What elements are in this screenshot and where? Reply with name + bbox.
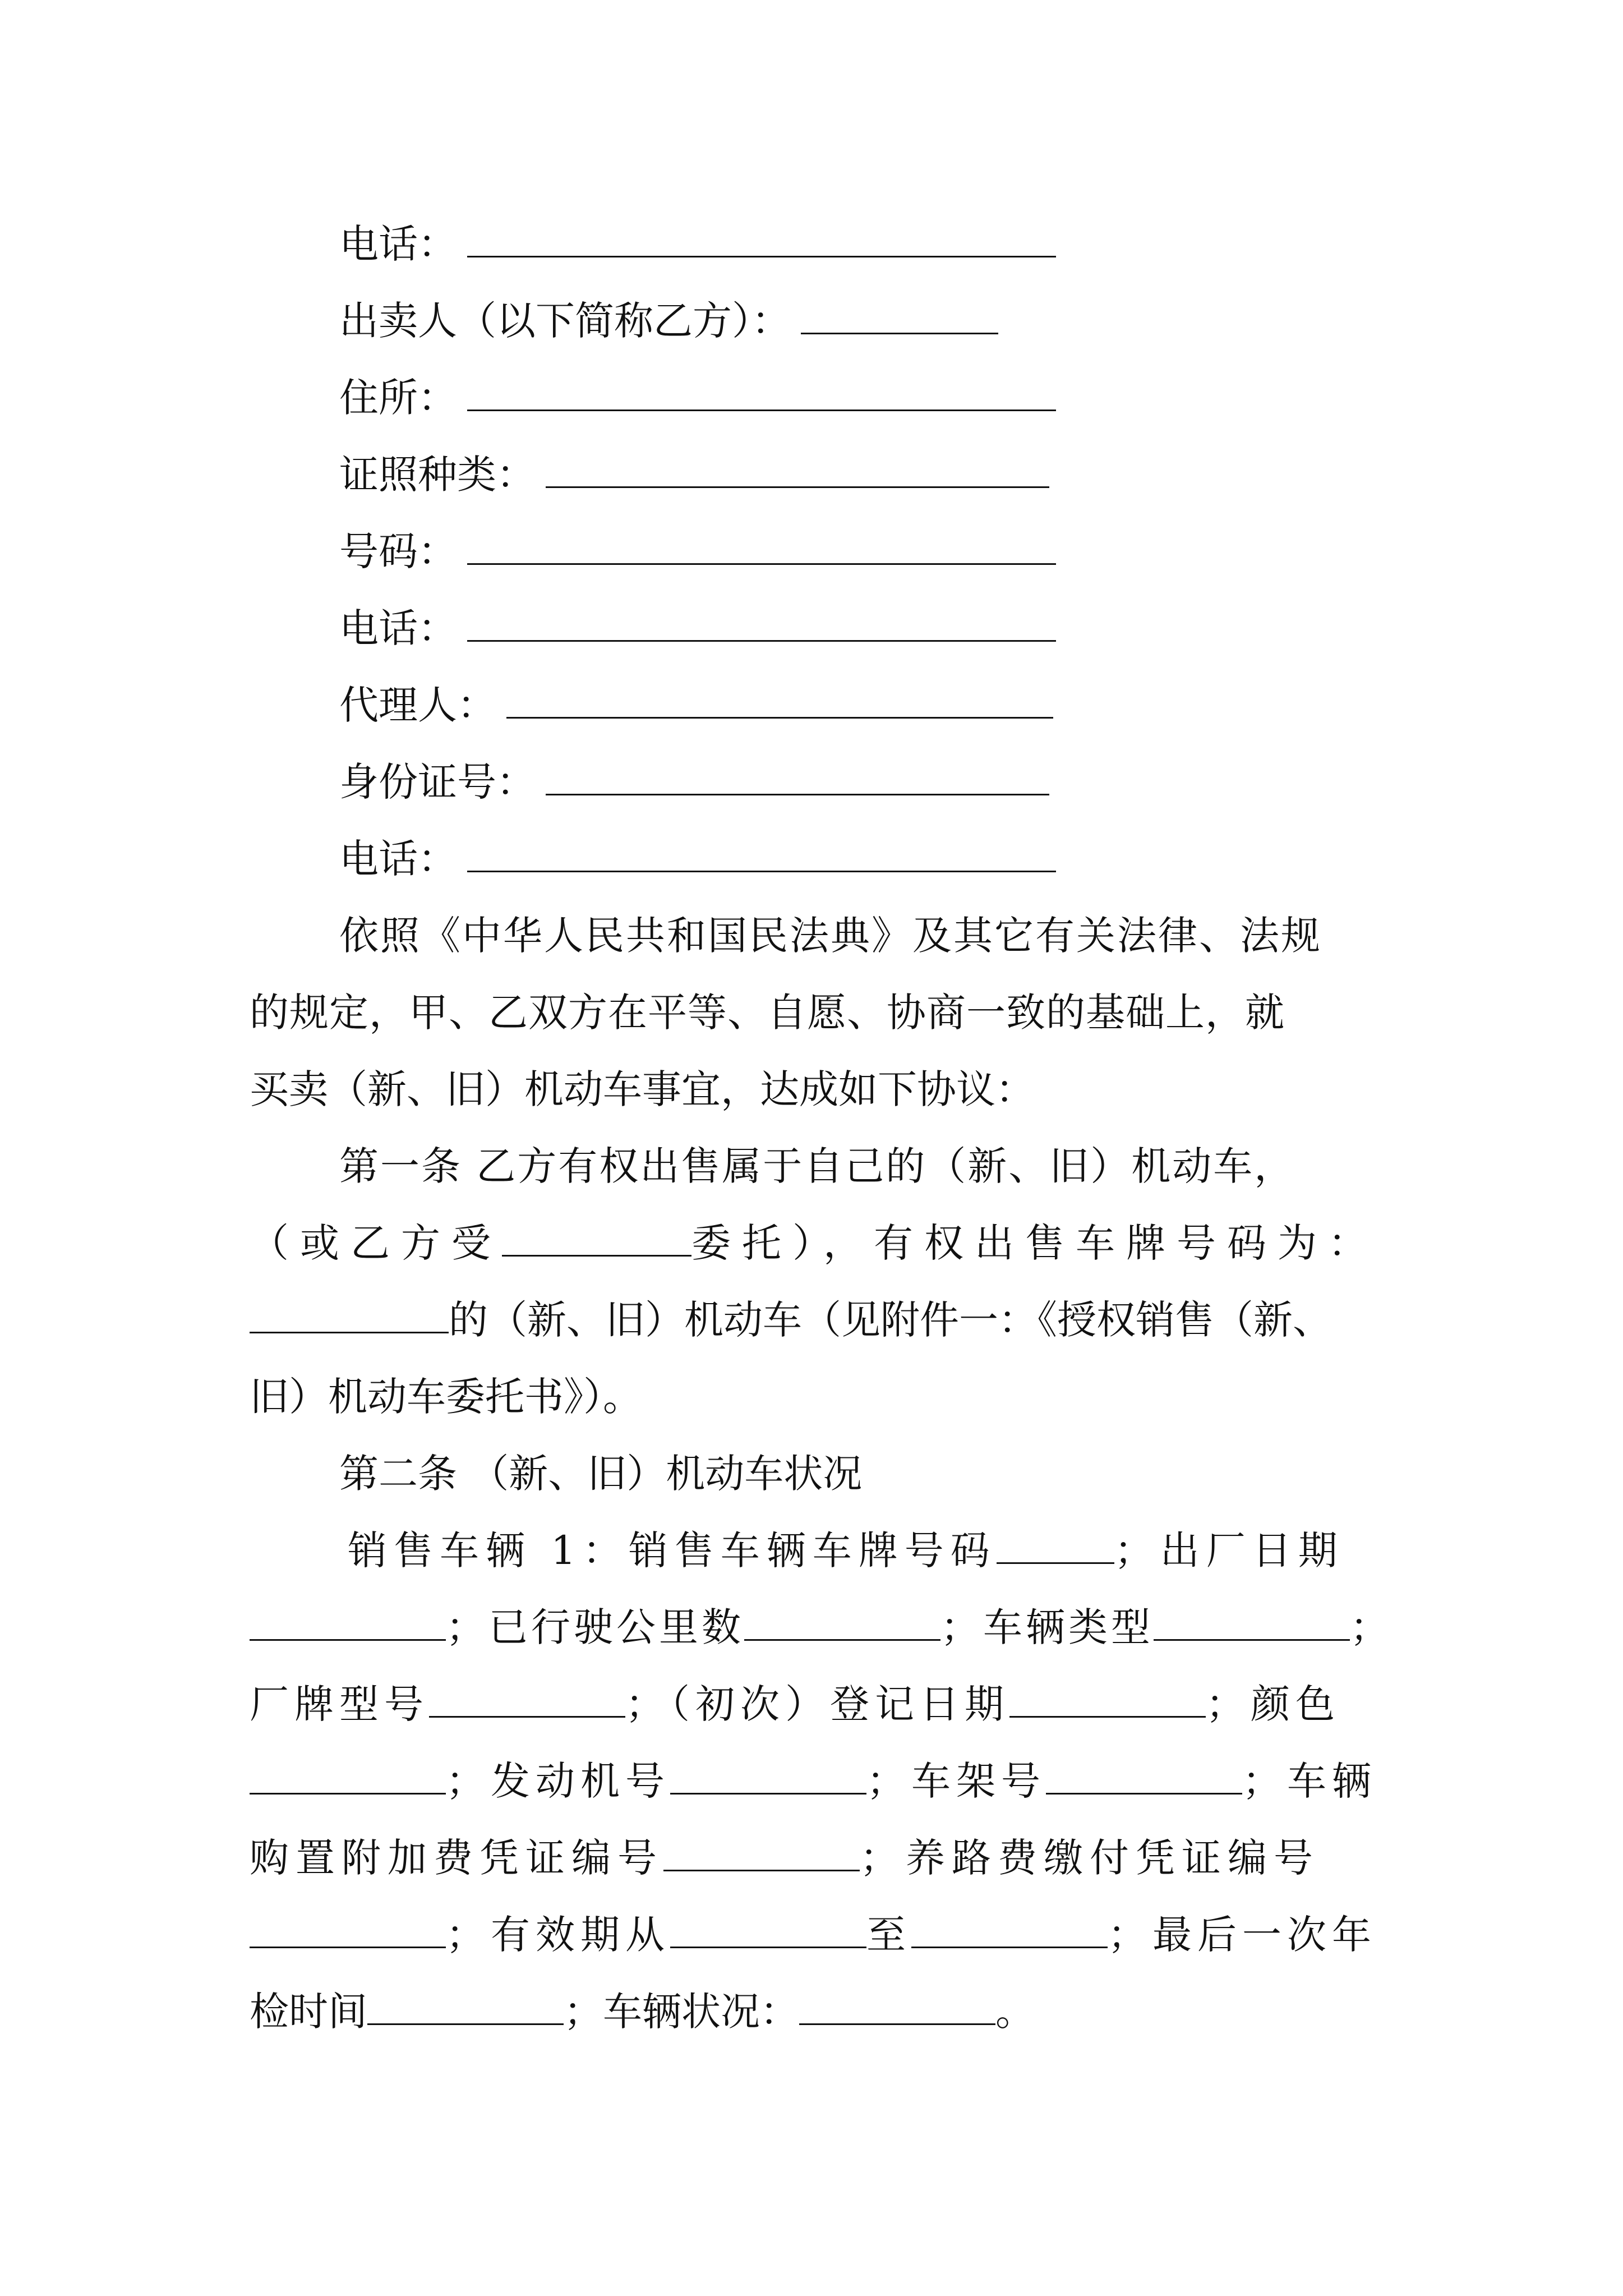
- article2-line-7: [250, 1984, 1035, 2040]
- valid-to-label: 至: [866, 1912, 911, 1958]
- agent-blank[interactable]: [506, 680, 1053, 719]
- id-number-line: [339, 523, 1056, 579]
- intro-line-2: 的规定，甲、乙双方在平等、自愿、协商一致的基础上，就: [250, 990, 1285, 1036]
- factory-date-blank[interactable]: [250, 1602, 446, 1641]
- seller-phone-blank[interactable]: [467, 603, 1056, 642]
- seller-phone-label: 电话：: [339, 605, 457, 651]
- frame-number-blank[interactable]: [1046, 1756, 1242, 1795]
- purchase-tax-label-start: ；车辆: [1242, 1758, 1377, 1804]
- id-type-blank[interactable]: [546, 449, 1049, 488]
- road-fee-label: ；养路费缴付凭证编号: [860, 1835, 1320, 1881]
- color-label: ；颜色: [1206, 1681, 1340, 1727]
- id-number-label: 号码：: [339, 528, 457, 574]
- vehicle-type-label: ；车辆类型: [940, 1604, 1154, 1650]
- article1-line-2: [250, 1215, 1378, 1271]
- vehicle1-plate-label: 销售车辆 1：销售车辆车牌号码: [348, 1527, 997, 1573]
- registration-date-blank[interactable]: [1009, 1679, 1206, 1718]
- agent-id-blank[interactable]: [546, 757, 1049, 795]
- brand-model-blank[interactable]: [429, 1679, 625, 1718]
- article1-l2-text-a: （或乙方受: [250, 1220, 502, 1266]
- valid-from-label: ；有效期从: [446, 1912, 670, 1958]
- intro-line-3: 买卖（新、旧）机动车事宜，达成如下协议：: [250, 1066, 1035, 1112]
- article1-line-3: [250, 1292, 1332, 1348]
- end-period: 。: [995, 1989, 1035, 2035]
- seller-blank[interactable]: [801, 296, 998, 334]
- article2-line-1: [348, 1522, 1344, 1579]
- agent-id-label: 身份证号：: [339, 759, 536, 805]
- sep: ；: [1350, 1604, 1393, 1650]
- article2-line-5: [250, 1830, 1320, 1886]
- article1-l2-text-b: 委托），有权出售车牌号码为：: [691, 1220, 1378, 1266]
- vehicle-condition-label: ；车辆状况：: [564, 1989, 799, 2035]
- article2-line-6: [250, 1907, 1377, 1963]
- article1-l3-text: 的（新、旧）机动车（见附件一：《授权销售（新、: [449, 1297, 1332, 1343]
- article2-title: 第二条 （新、旧）机动车状况: [339, 1451, 863, 1497]
- article2-line-2: [250, 1599, 1393, 1655]
- last-inspection-label-start: ；最后一次年: [1108, 1912, 1377, 1958]
- buyer-phone-label: 电话：: [339, 221, 457, 267]
- article2-line-3: [250, 1676, 1340, 1732]
- article1-line-4: 旧）机动车委托书》）。: [250, 1374, 642, 1420]
- seller-address-line: [339, 370, 1056, 426]
- engine-number-blank[interactable]: [670, 1756, 866, 1795]
- agent-phone-label: 电话：: [339, 836, 457, 882]
- engine-number-label: ；发动机号: [446, 1758, 670, 1804]
- article1-line-1: 第一条 乙方有权出售属于自己的（新、旧）机动车，: [339, 1143, 1295, 1189]
- purchase-tax-label: 购置附加费凭证编号: [250, 1835, 663, 1881]
- buyer-phone-blank[interactable]: [467, 219, 1056, 257]
- seller-phone-line: [339, 600, 1056, 656]
- factory-date-label: ；出厂日期: [1114, 1527, 1344, 1573]
- seller-address-blank[interactable]: [467, 372, 1056, 411]
- article2-line-4: [250, 1753, 1377, 1809]
- agent-line: [339, 677, 1053, 733]
- registration-date-label: ；（初次）登记日期: [625, 1681, 1009, 1727]
- id-number-blank[interactable]: [467, 526, 1056, 565]
- plate-number-blank[interactable]: [250, 1295, 449, 1333]
- buyer-phone-line: [339, 216, 1056, 272]
- brand-model-label: 厂牌型号: [250, 1681, 429, 1727]
- agent-phone-line: [339, 831, 1056, 887]
- vehicle-condition-blank[interactable]: [799, 1986, 995, 2025]
- road-fee-blank[interactable]: [250, 1910, 446, 1948]
- seller-label: 出卖人（以下简称乙方）：: [339, 298, 791, 344]
- seller-line: [339, 293, 998, 349]
- color-blank[interactable]: [250, 1756, 446, 1795]
- seller-address-label: 住所：: [339, 375, 457, 421]
- valid-to-blank[interactable]: [911, 1910, 1108, 1948]
- valid-from-blank[interactable]: [670, 1910, 866, 1948]
- agent-id-line: [339, 754, 1049, 810]
- mileage-label: ；已行驶公里数: [446, 1604, 744, 1650]
- id-type-line: [339, 447, 1049, 503]
- entrust-party-blank[interactable]: [502, 1218, 691, 1257]
- purchase-tax-blank[interactable]: [663, 1833, 860, 1871]
- frame-number-label: ；车架号: [866, 1758, 1046, 1804]
- mileage-blank[interactable]: [744, 1602, 940, 1641]
- id-type-label: 证照种类：: [339, 452, 536, 498]
- agent-phone-blank[interactable]: [467, 834, 1056, 872]
- last-inspection-label: 检时间: [250, 1989, 367, 2035]
- vehicle-type-blank[interactable]: [1154, 1602, 1350, 1641]
- intro-line-1: 依照《中华人民共和国民法典》及其它有关法律、法规: [339, 913, 1322, 959]
- last-inspection-blank[interactable]: [367, 1986, 564, 2025]
- vehicle1-plate-blank[interactable]: [997, 1525, 1114, 1564]
- agent-label: 代理人：: [339, 682, 496, 728]
